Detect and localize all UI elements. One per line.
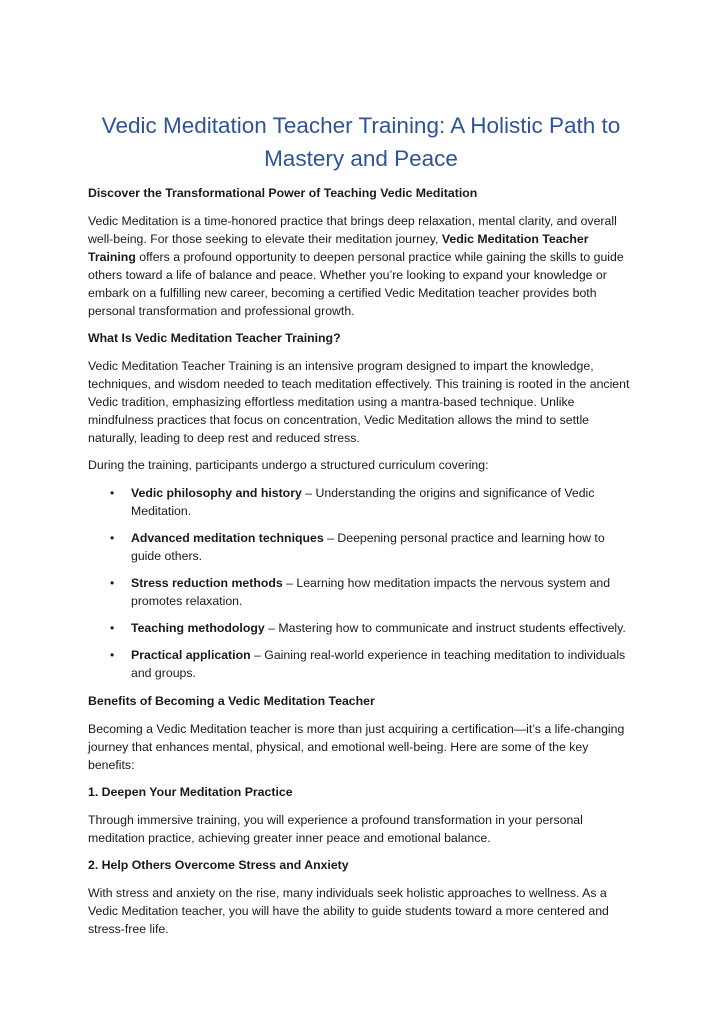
bullet-icon: • [110, 621, 115, 635]
what-is-heading: What Is Vedic Meditation Teacher Training? [88, 331, 341, 345]
benefit-1-heading: 1. Deepen Your Meditation Practice [88, 785, 293, 799]
list-item-term: Practical application [131, 648, 251, 662]
curriculum-list [88, 484, 634, 682]
bullet-icon: • [110, 486, 115, 500]
intro-paragraph [88, 212, 634, 320]
intro-text-bold: Vedic Meditation Teacher Training [88, 232, 589, 264]
list-item [110, 646, 634, 682]
intro-heading: Discover the Transformational Power of Teaching Vedic Meditation [88, 186, 478, 200]
bullet-icon: • [110, 576, 115, 590]
list-item-desc: – Learning how meditation impacts the nervous system and promotes relaxation. [131, 576, 611, 608]
intro-text-start: Vedic Meditation is a time-honored practice that brings deep relaxation, mental clarity, and overall well-being. For those seeking to elevate their meditation journey, [88, 214, 617, 246]
list-item-desc: – Deepening personal practice and learning how to guide others. [131, 531, 605, 563]
list-item-desc: – Gaining real-world experience in teaching meditation to individuals and groups. [131, 648, 626, 680]
list-item [110, 619, 634, 637]
list-item-term: Stress reduction methods [131, 576, 283, 590]
page-title [88, 109, 634, 175]
list-item [110, 574, 634, 610]
benefit-2-paragraph: With stress and anxiety on the rise, many individuals seek holistic approaches to wellness. As a Vedic Meditation teacher, you will have the ability to guide students toward a more centered and stress-free life. [88, 886, 609, 936]
benefits-paragraph: Becoming a Vedic Meditation teacher is more than just acquiring a certification—it’s a life-changing journey that enhances mental, physical, and emotional well-being. Here are some of the key benefits: [88, 722, 625, 772]
list-item [110, 529, 634, 565]
curriculum-intro: During the training, participants undergo a structured curriculum covering: [88, 458, 489, 472]
benefits-heading: Benefits of Becoming a Vedic Meditation Teacher [88, 694, 375, 708]
list-item-term: Vedic philosophy and history [131, 486, 302, 500]
list-item-desc: – Understanding the origins and significance of Vedic Meditation. [131, 486, 595, 518]
benefit-2-heading: 2. Help Others Overcome Stress and Anxiety [88, 858, 349, 872]
list-item-desc: – Mastering how to communicate and instruct students effectively. [264, 621, 626, 635]
title-line-2: Mastery and Peace [264, 146, 458, 171]
list-item [110, 484, 634, 520]
what-is-paragraph: Vedic Meditation Teacher Training is an intensive program designed to impart the knowledge, techniques, and wisdom needed to teach meditation effectively. This training is rooted in the ancient Vedic tradition, emphasizing effortless meditation using a mantra-based technique. Unlike mindfulness practices that focus on concentration, Vedic Meditation allows the mind to settle naturally, leading to deep rest and reduced stress. [88, 359, 630, 445]
benefit-1-paragraph: Through immersive training, you will experience a profound transformation in your personal meditation practice, achieving greater inner peace and emotional balance. [88, 813, 583, 845]
list-item-term: Teaching methodology [131, 621, 265, 635]
bullet-icon: • [110, 648, 115, 662]
title-line-1: Vedic Meditation Teacher Training: A Holistic Path to [101, 113, 621, 138]
list-item-term: Advanced meditation techniques [131, 531, 324, 545]
intro-text-end: offers a profound opportunity to deepen personal practice while gaining the skills to guide others toward a life of balance and peace. Whether you’re looking to expand your knowledge or embark on a fulfilling new career, becoming a certified Vedic Meditation teacher provides both personal transformation and professional growth. [88, 250, 624, 318]
bullet-icon: • [110, 531, 115, 545]
